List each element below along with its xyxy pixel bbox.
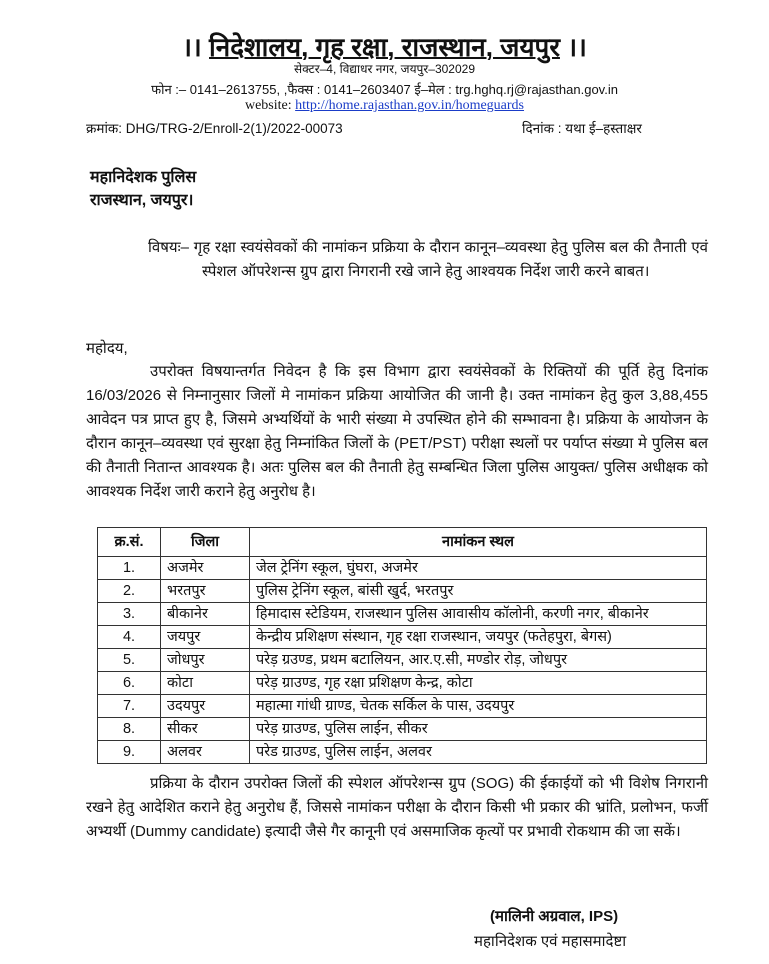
- serial-cell: 6.: [98, 672, 161, 695]
- venue-cell: परेड़ ग्राउण्ड, गृह रक्षा प्रशिक्षण केन्द्र, कोटा: [250, 672, 707, 695]
- subject-text: विषयः– गृह रक्षा स्वयंसेवकों की नामांकन प्रक्रिया के दौरान कानून–व्यवस्था हेतु पुलिस बल की तैनाती एवं स्पेशल ऑपरेशन्स ग्रुप द्वारा निगरानी रखे जाने हेतु आश्वयक निर्देश जारी करने बाबत।: [148, 239, 708, 280]
- header-district: जिला: [161, 528, 250, 557]
- letter-date: दिनांक : यथा ई–हस्ताक्षर: [522, 121, 642, 136]
- salutation: महोदय,: [86, 340, 128, 357]
- serial-cell: 8.: [98, 718, 161, 741]
- venue-cell: परेड ग्राउण्ड, पुलिस लाईन, अलवर: [250, 741, 707, 764]
- title-prefix: ।।: [182, 32, 202, 62]
- venue-cell: पुलिस ट्रेनिंग स्कूल, बांसी खुर्द, भरतपुर: [250, 580, 707, 603]
- venue-cell: महात्मा गांधी ग्राण्ड, चेतक सर्किल के पास, उदयपुर: [250, 695, 707, 718]
- district-cell: कोटा: [161, 672, 250, 695]
- venue-cell: केन्द्रीय प्रशिक्षण संस्थान, गृह रक्षा राजस्थान, जयपुर (फतेहपुरा, बेगस): [250, 626, 707, 649]
- venue-cell: परेड़ ग्रउण्ड, प्रथम बटालियन, आर.ए.सी, मण्डोर रोड़, जोधपुर: [250, 649, 707, 672]
- serial-cell: 9.: [98, 741, 161, 764]
- table-row: [98, 580, 707, 603]
- table-header-row: [98, 528, 707, 557]
- office-address: सेक्टर–4, विद्याधर नगर, जयपुर–302029: [294, 62, 475, 76]
- serial-cell: 2.: [98, 580, 161, 603]
- district-cell: उदयपुर: [161, 695, 250, 718]
- venue-cell: जेल ट्रेनिंग स्कूल, घुंघरा, अजमेर: [250, 557, 707, 580]
- serial-cell: 4.: [98, 626, 161, 649]
- table-row: [98, 672, 707, 695]
- subject: [148, 236, 708, 284]
- website-line: [0, 98, 769, 114]
- serial-cell: 7.: [98, 695, 161, 718]
- office-name: निदेशालय, गृह रक्षा, राजस्थान, जयपुर: [209, 32, 560, 62]
- district-cell: सीकर: [161, 718, 250, 741]
- letterhead-title: [0, 28, 769, 64]
- table-row: [98, 695, 707, 718]
- table-row: [98, 718, 707, 741]
- addressee-line1: महानिदेशक पुलिस: [90, 169, 197, 186]
- district-cell: भरतपुर: [161, 580, 250, 603]
- serial-cell: 3.: [98, 603, 161, 626]
- table-row: [98, 603, 707, 626]
- reference-number: क्रमांक: DHG/TRG-2/Enroll-2(1)/2022-00073: [86, 121, 343, 136]
- contact-line: फोन :– 0141–2613755, ,फैक्स : 0141–2603407 ई–मेल : trg.hghq.rj@rajasthan.gov.in: [151, 82, 618, 97]
- table-row: [98, 649, 707, 672]
- website-label: website:: [244, 98, 292, 113]
- district-cell: बीकानेर: [161, 603, 250, 626]
- venue-cell: परेड़ ग्राउण्ड, पुलिस लाईन, सीकर: [250, 718, 707, 741]
- paragraph-1: उपरोक्त विषयान्तर्गत निवेदन है कि इस विभाग द्वारा स्वयंसेवकों के रिक्तियों की पूर्ति हेतु दिनांक 16/03/2026 से निम्नानुसार जिलों मे नामांकन प्रक्रिया आयोजित की जानी है। उक्त नामांकन हेतु कुल 3,88,455 आवेदन पत्र प्राप्त हुए है, जिसमे अभ्यर्थियों के भारी संख्या मे उपस्थित होने की सम्भावना है। प्रक्रिया के आयोजन के दौरान कानून–व्यवस्था एवं सुरक्षा हेतु निम्नांकित जिलों के (PET/PST) परीक्षा स्थलों पर पर्याप्त संख्या मे पुलिस बल की तैनाती नितान्त आवश्यक है। अतः पुलिस बल की तैनाती हेतु सम्बन्धित जिला पुलिस आयुक्त/ पुलिस अधीक्षक को आवश्यक निर्देश जारी कराने हेतु अनुरोध है।: [86, 363, 708, 500]
- website-link[interactable]: http://home.rajasthan.gov.in/homeguards: [295, 98, 525, 113]
- addressee-line2: राजस्थान, जयपुर।: [90, 192, 194, 209]
- title-suffix: ।।: [567, 32, 587, 62]
- paragraph-2: प्रक्रिया के दौरान उपरोक्त जिलों की स्पेशल ऑपरेशन्स ग्रुप (SOG) की ईकाईयों को भी विशेष निगरानी रखने हेतु आदेशित कराने हेतु अनुरोध हैं, जिससे नामांकन परीक्षा के दौरान किसी भी प्रकार की भ्रांति, प्रलोभन, फर्जी अभ्यर्थी (Dummy candidate) इत्यादी जैसे गैर कानूनी एवं असमाजिक कृत्यों पर प्रभावी रोकथाम की जा सकें।: [86, 775, 708, 840]
- district-cell: अजमेर: [161, 557, 250, 580]
- table-row: [98, 741, 707, 764]
- serial-cell: 5.: [98, 649, 161, 672]
- header-venue: नामांकन स्थल: [250, 528, 707, 557]
- district-cell: जोधपुर: [161, 649, 250, 672]
- enrollment-venues-table: [97, 527, 707, 764]
- table-row: [98, 626, 707, 649]
- district-cell: जयपुर: [161, 626, 250, 649]
- signatory-name: (मालिनी अग्रवाल, IPS): [490, 908, 619, 925]
- signatory-designation: महानिदेशक एवं महासमादेष्टा: [474, 933, 627, 950]
- venue-cell: हिमादास स्टेडियम, राजस्थान पुलिस आवासीय कॉलोनी, करणी नगर, बीकानेर: [250, 603, 707, 626]
- district-cell: अलवर: [161, 741, 250, 764]
- table-row: [98, 557, 707, 580]
- serial-cell: 1.: [98, 557, 161, 580]
- header-serial: क्र.सं.: [98, 528, 161, 557]
